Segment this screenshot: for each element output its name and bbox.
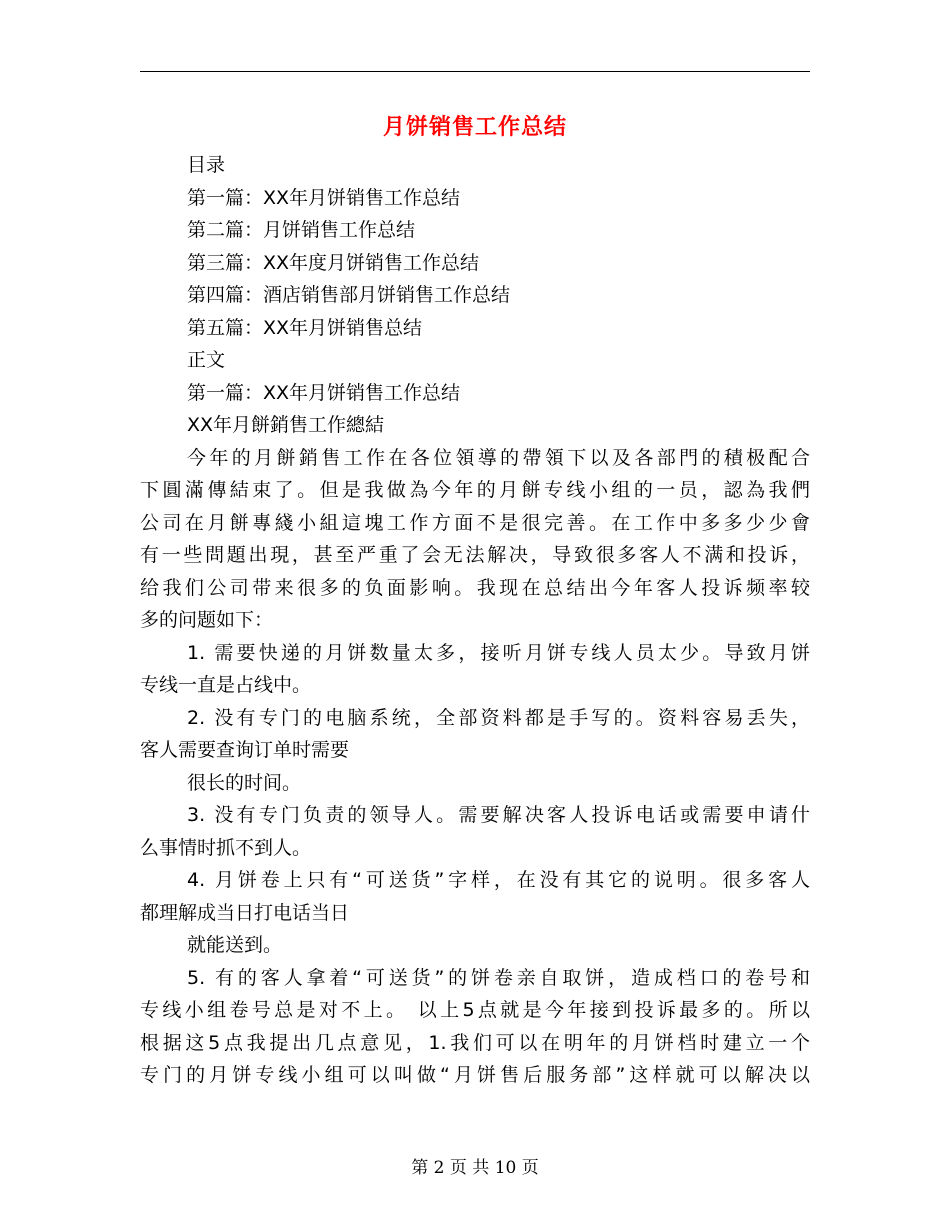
text-line: 第四篇：酒店销售部月饼销售工作总结 [187,284,511,306]
text-line: 都理解成当日打电话当日 [140,901,350,924]
text-line: 么事情时抓不到人。 [140,836,312,859]
text-line: 第五篇：XX年月饼销售总结 [187,316,423,339]
text-line: 第二篇：月饼销售工作总结 [187,219,416,241]
text-line: 客人需要查询订单时需要 [140,739,350,761]
page-footer: 第 2 页 共 10 页 [411,1158,539,1178]
text-line: 专线一直是占线中。 [140,674,312,696]
text-line: 第三篇：XX年度月饼销售工作总结 [187,251,480,274]
text-line: 给我们公司带来很多的负面影响。我现在总结出今年客人投诉频率较 [140,576,810,599]
header-rule [140,71,810,72]
text-line: 就能送到。 [187,934,283,956]
document-body [140,149,810,1092]
text-line: 4. 月饼卷上只有“可送货”字样，在没有其它的说明。很多客人 [187,869,810,891]
text-line: 公司在月餅專綫小組這塊工作方面不是很完善。在工作中多多少少會 [140,511,810,534]
text-line: 下圓滿傳結束了。但是我做為今年的月餅专线小组的一员，認為我們 [140,479,810,501]
text-line: 根据这5点我提出几点意见，1.我们可以在明年的月饼档时建立一个 [140,1031,810,1054]
text-line: 第一篇：XX年月饼销售工作总结 [187,381,461,404]
text-line: 专线小组卷号总是对不上。 以上5点就是今年接到投诉最多的。所以 [140,999,810,1021]
text-line: 5. 有的客人拿着“可送货”的饼卷亲自取饼，造成档口的卷号和 [187,966,810,989]
text-line: XX年月餅銷售工作總結 [187,414,385,436]
text-line: 正文 [187,349,226,371]
document-title: 月饼销售工作总结 [382,115,567,140]
text-line: 多的问题如下： [140,609,274,631]
text-line: 今年的月餅銷售工作在各位領導的帶領下以及各部門的積极配合 [187,446,810,469]
text-line: 2. 没有专门的电脑系统，全部资料都是手写的。资料容易丢失， [187,706,810,729]
text-line: 3. 没有专门负责的领导人。需要解决客人投诉电话或需要申请什 [187,804,810,826]
text-line: 专门的月饼专线小组可以叫做“月饼售后服务部”这样就可以解决以 [140,1064,810,1086]
text-line: 第一篇：XX年月饼销售工作总结 [187,186,461,209]
text-line: 1. 需要快递的月饼数量太多，接听月饼专线人员太少。导致月饼 [187,641,810,664]
text-line: 很长的时间。 [187,771,302,794]
text-line: 有一些問題出現，甚至严重了会无法解决，导致很多客人不满和投诉， [140,544,810,566]
text-line: 目录 [187,154,226,176]
